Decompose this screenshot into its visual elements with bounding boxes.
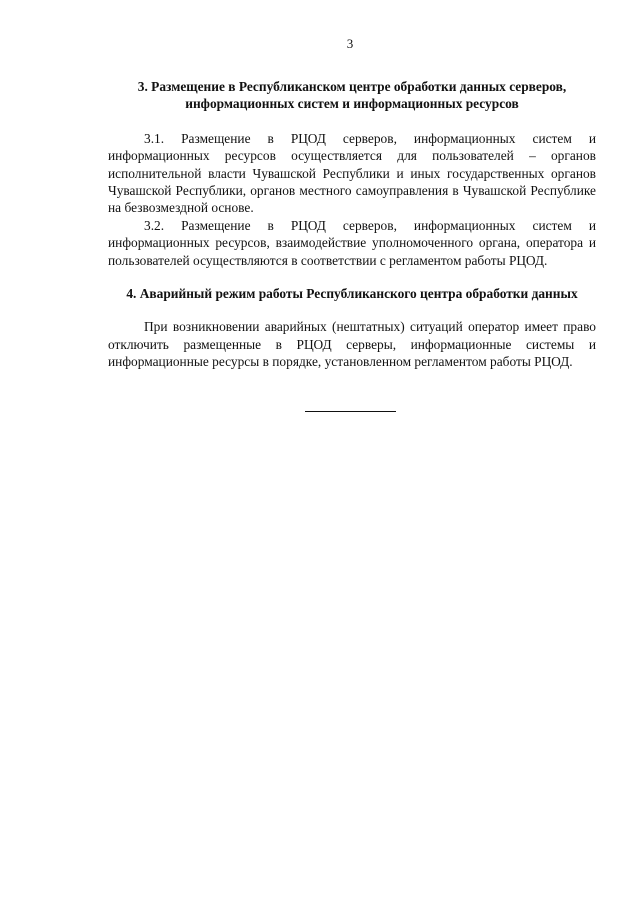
paragraph-3-1: 3.1. Размещение в РЦОД серверов, информационных систем и информационных ресурсов осуществляется для пользователей – органов исполнительной власти Чувашской Республики и иных государственных органов Чувашской Республики, органов местного самоуправления в Чувашской Республике на безвозмездной основе.: [108, 130, 596, 216]
paragraph-4: При возникновении аварийных (нештатных) ситуаций оператор имеет право отключить размещенные в РЦОД серверы, информационные системы и информационные ресурсы в порядке, установленном регламентом работы РЦОД.: [108, 319, 596, 370]
paragraph-3-2: 3.2. Размещение в РЦОД серверов, информационных систем и информационных ресурсов, взаимодействие уполномоченного органа, оператора и пользователей осуществляются в соответствии с регламентом работы РЦОД.: [108, 217, 596, 268]
section-4-heading: 4. Аварийный режим работы Республиканского центра обработки данных: [126, 286, 578, 302]
closing-rule: [305, 411, 396, 412]
document-body: [108, 78, 596, 371]
section-3-heading: 3. Размещение в Республиканском центре обработки данных серверов, информационных систем и информационных ресурсов: [137, 79, 567, 112]
page-number: 3: [346, 36, 354, 51]
